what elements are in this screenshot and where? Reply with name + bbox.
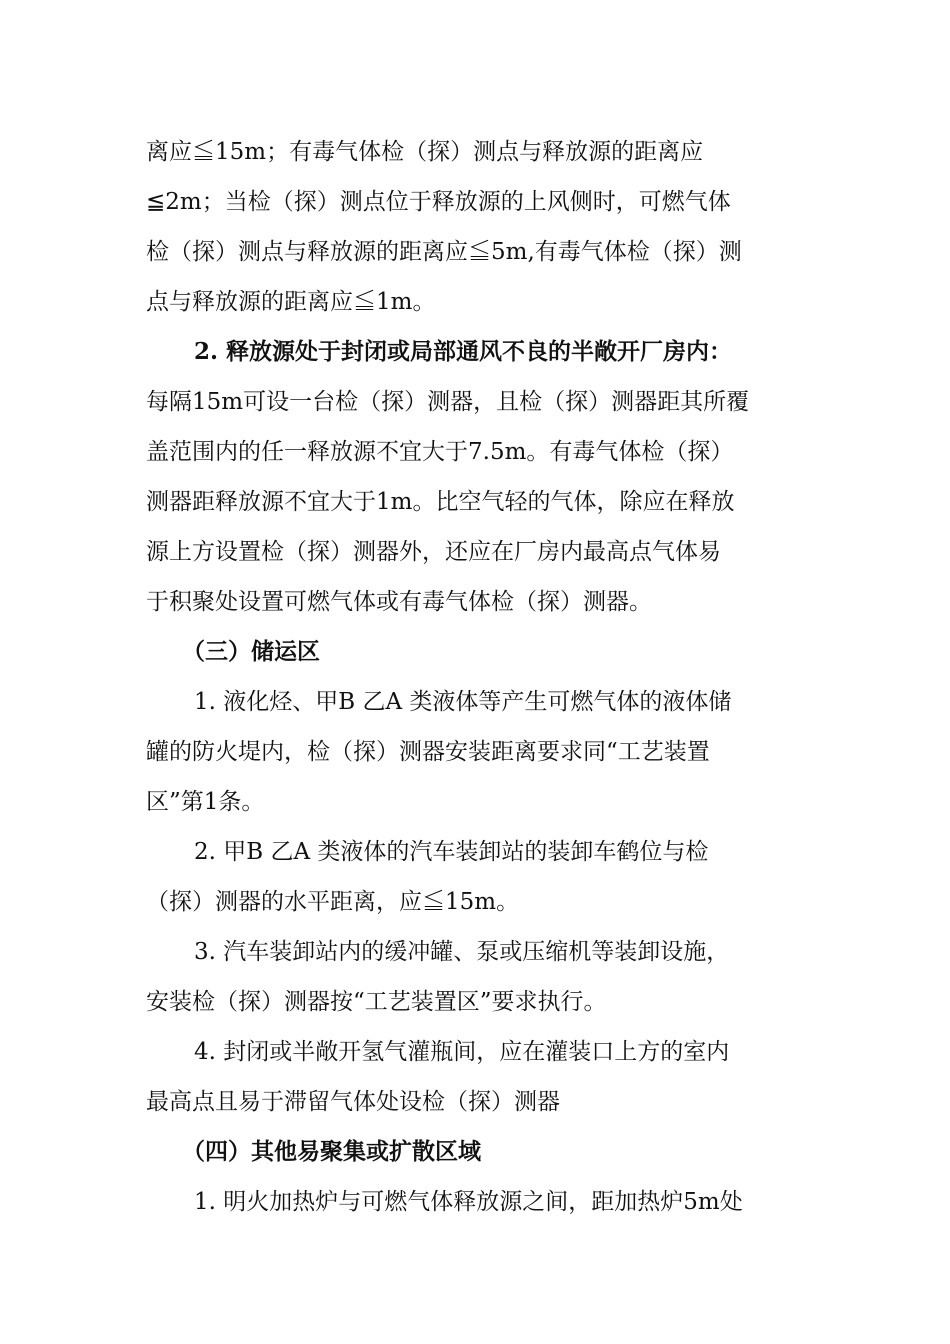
text-line: 4. 封闭或半敞开氢气灌瓶间，应在灌装口上方的室内 — [194, 1039, 730, 1065]
text-line: 检（探）测点与释放源的距离应≦5m,有毒气体检（探）测 — [146, 239, 742, 265]
text-line: 点与释放源的距离应≦1m。 — [146, 289, 436, 315]
text-line: 安装检（探）测器按“工艺装置区”要求执行。 — [146, 989, 607, 1015]
text-line: 区”第1条。 — [146, 789, 265, 815]
subsection-heading: （三）储运区 — [182, 638, 320, 665]
text-line: 1. 明火加热炉与可燃气体释放源之间，距加热炉5m处 — [194, 1189, 743, 1215]
text-line: 于积聚处设置可燃气体或有毒气体检（探）测器。 — [146, 589, 652, 615]
text-line: 1. 液化烃、甲B 乙A 类液体等产生可燃气体的液体储 — [194, 689, 732, 715]
text-line: 离应≦15m；有毒气体检（探）测点与释放源的距离应 — [146, 139, 704, 165]
text-line: 测器距释放源不宜大于1m。比空气轻的气体，除应在释放 — [146, 489, 735, 515]
text-line: 每隔15m可设一台检（探）测器，且检（探）测器距其所覆 — [146, 389, 750, 415]
text-line: 最高点且易于滞留气体处设检（探）测器 — [146, 1089, 560, 1115]
text-line: 2. 甲B 乙A 类液体的汽车装卸站的装卸车鹤位与检 — [194, 839, 709, 865]
text-line: 3. 汽车装卸站内的缓冲罐、泵或压缩机等装卸设施， — [194, 939, 730, 965]
text-line: 盖范围内的任一释放源不宜大于7.5m。有毒气体检（探） — [146, 439, 734, 465]
text-line: （探）测器的水平距离，应≦15m。 — [146, 889, 520, 915]
subsection-heading: （四）其他易聚集或扩散区域 — [182, 1138, 481, 1165]
text-line: ≦2m；当检（探）测点位于释放源的上风侧时，可燃气体 — [146, 189, 731, 215]
text-line: 源上方设置检（探）测器外，还应在厂房内最高点气体易 — [146, 539, 721, 565]
text-line: 罐的防火堤内，检（探）测器安装距离要求同“工艺装置 — [146, 739, 710, 765]
section-heading: 2. 释放源处于封闭或局部通风不良的半敞开厂房内： — [194, 338, 733, 365]
